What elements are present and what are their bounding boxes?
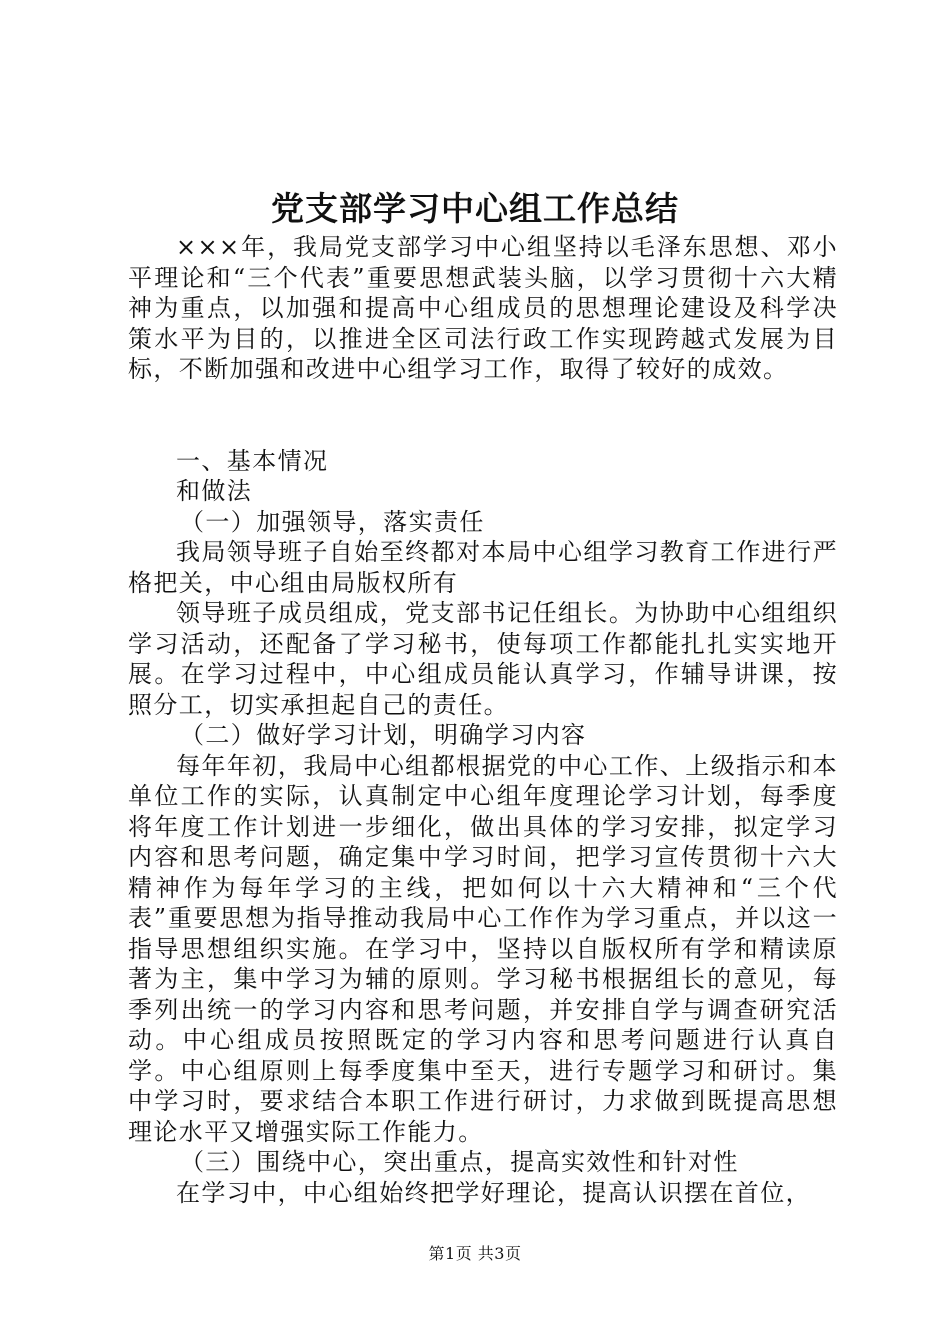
subsection-heading-1: （一）加强领导，落实责任 — [180, 507, 485, 536]
subsection-heading-2: （二）做好学习计划，明确学习内容 — [180, 721, 587, 749]
subsection-1-paragraph-2: 领导班子成员组成，党支部书记任组长。为协助中心组组织学习活动，还配备了学习秘书，使每项工作都能扎扎实实地开展。在学习过程中，中心组成员能认真学习，作辅导讲课，按照分工，切实承担起自己的责任。 — [128, 599, 838, 719]
section-heading-1-line-2: 和做法 — [176, 477, 253, 505]
intro-paragraph: ×××年，我局党支部学习中心组坚持以毛泽东思想、邓小平理论和“三个代表”重要思想武装头脑，以学习贯彻十六大精神为重点，以加强和提高中心组成员的思想理论建设及科学决策水平为目的，以推进全区司法行政工作实现跨越式发展为目标，不断加强和改进中心组学习工作，取得了较好的成效。 — [128, 233, 838, 383]
page-footer: 第1页 共3页 — [428, 1244, 522, 1263]
document-body — [128, 232, 838, 1208]
document-title: 党支部学习中心组工作总结 — [271, 189, 679, 228]
section-heading-1-line-1: 一、基本情况 — [176, 446, 329, 475]
paragraph-spacer — [128, 385, 838, 446]
subsection-3-paragraph-1: 在学习中，中心组始终把学好理论，提高认识摆在首位， — [176, 1178, 811, 1207]
subsection-2-paragraph-1: 每年年初，我局中心组都根据党的中心工作、上级指示和本单位工作的实际，认真制定中心组年度理论学习计划，每季度将年度工作计划进一步细化，做出具体的学习安排，拟定学习内容和思考问题，确定集中学习时间，把学习宣传贯彻十六大精神作为每年学习的主线，把如何以十六大精神和“三个代表”重要思想为指导推动我局中心工作作为学习重点，并以这一指导思想组织实施。在学习中，坚持以自版权所有学和精读原著为主，集中学习为辅的原则。学习秘书根据组长的意见，每季列出统一的学习内容和思考问题，并安排自学与调查研究活动。中心组成员按照既定的学习内容和思考问题进行认真自学。中心组原则上每季度集中至天，进行专题学习和研讨。集中学习时，要求结合本职工作进行研讨，力求做到既提高思想理论水平又增强实际工作能力。 — [128, 751, 838, 1146]
subsection-1-paragraph-1: 我局领导班子自始至终都对本局中心组学习教育工作进行严格把关，中心组由局版权所有 — [128, 538, 838, 597]
subsection-heading-3: （三）围绕中心，突出重点，提高实效性和针对性 — [180, 1148, 739, 1176]
